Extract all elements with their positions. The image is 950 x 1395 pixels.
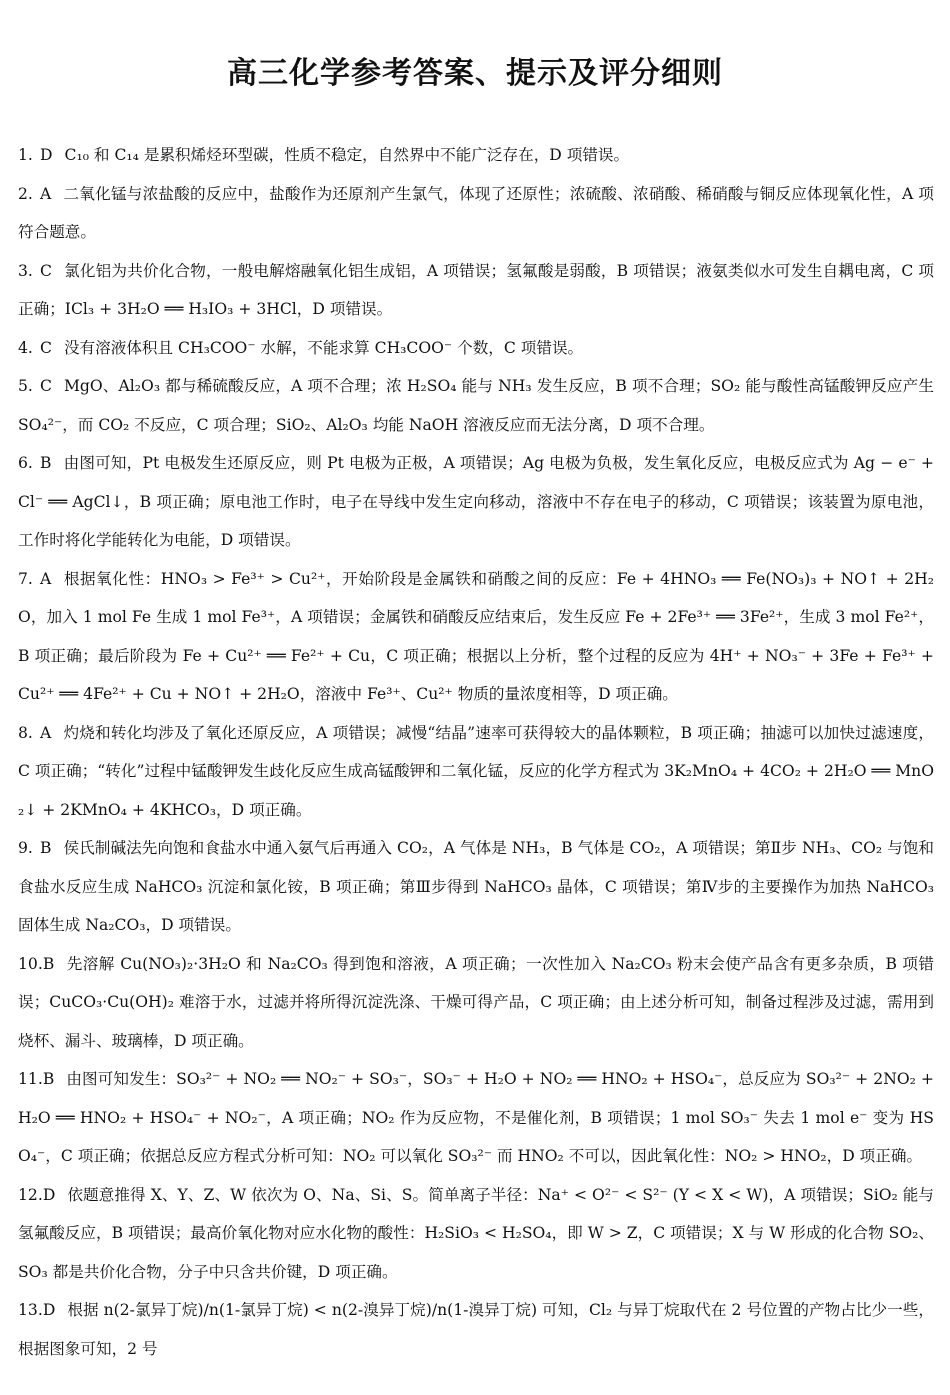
item-number: 5. [18,377,33,395]
item-explanation: 根据 n(2-氯异丁烷)/n(1-氯异丁烷) < n(2-溴异丁烷)/n(1-溴异丁烷) 可知，Cl₂ 与异丁烷取代在 2 号位置的产物占比少一些，根据图象可知，2 号 [18,1301,934,1358]
item-answer: B [40,839,52,857]
item-answer: A [40,569,52,588]
answer-item-9 [18,829,934,945]
answer-list [18,136,934,1368]
answer-item-6 [18,444,934,560]
item-explanation: C₁₀ 和 C₁₄ 是累积烯烃环型碳，性质不稳定，自然界中不能广泛存在，D 项错误。 [64,146,630,164]
item-answer: C [40,261,52,280]
answer-item-13 [18,1291,934,1368]
page-title: 高三化学参考答案、提示及评分细则 [227,56,723,91]
item-answer: C [40,338,52,357]
item-number: 4. [18,338,33,357]
item-number: 10. [18,954,43,973]
item-explanation: 由图可知发生：SO₃²⁻ + NO₂ ══ NO₂⁻ + SO₃⁻，SO₃⁻ + H₂O + NO₂ ══ HNO₂ + HSO₄⁻，总反应为 SO₃²⁻ + 2NO₂ + H₂O ══ HNO₂ + HSO₄⁻ + NO₂⁻，A 项正确；NO₂ 作为反应物，不是催化剂，B 项错误；1 mol SO₃⁻ 失去 1 mol e⁻ 变为 HSO₄⁻，C 项正确；依据总反应方程式分析可知：NO₂ 可以氧化 SO₃²⁻ 而 HNO₂ 不可以，因此氧化性：NO₂ > HNO₂，D 项正确。 [18,1070,934,1165]
item-explanation: 由图可知，Pt 电极发生还原反应，则 Pt 电极为正极，A 项错误；Ag 电极为负极，发生氧化反应，电极反应式为 Ag − e⁻ + Cl⁻ ══ AgCl↓，B 项正确；原电池工作时，电子在导线中发生定向移动，溶液中不存在电子的移动，C 项错误；该装置为原电池，工作时将化学能转化为电能，D 项错误。 [18,454,934,549]
item-answer: B [42,954,55,973]
answer-item-12 [18,1176,934,1292]
item-answer: D [42,1301,56,1319]
answer-item-3 [18,252,934,329]
item-explanation: 灼烧和转化均涉及了氧化还原反应，A 项错误；减慢“结晶”速率可获得较大的晶体颗粒，B 项正确；抽滤可以加快过滤速度，C 项正确；“转化”过程中锰酸钾发生歧化反应生成高锰酸钾和二氧化锰，反应的化学方程式为 3K₂MnO₄ + 4CO₂ + 2H₂O ══ MnO₂↓ + 2KMnO₄ + 4KHCO₃，D 项正确。 [18,723,934,819]
item-number: 13. [18,1301,43,1319]
answer-item-10 [18,945,934,1061]
item-explanation: 先溶解 Cu(NO₃)₂·3H₂O 和 Na₂CO₃ 得到饱和溶液，A 项正确；一次性加入 Na₂CO₃ 粉末会使产品含有更多杂质，B 项错误；CuCO₃·Cu(OH)₂ 难溶于水，过滤并将所得沉淀洗涤、干燥可得产品，C 项正确；由上述分析可知，制备过程涉及过滤，需用到烧杯、漏斗、玻璃棒，D 项正确。 [18,954,934,1050]
answer-item-2 [18,175,934,252]
item-explanation: 侯氏制碱法先向饱和食盐水中通入氨气后再通入 CO₂，A 气体是 NH₃，B 气体是 CO₂，A 项错误；第Ⅱ步 NH₃、CO₂ 与饱和食盐水反应生成 NaHCO₃ 沉淀和氯化铵，B 项正确；第Ⅲ步得到 NaHCO₃ 晶体，C 项错误；第Ⅳ步的主要操作为加热 NaHCO₃ 固体生成 Na₂CO₃，D 项错误。 [18,839,934,934]
item-answer: D [40,146,53,164]
item-number: 12. [18,1185,43,1204]
item-explanation: MgO、Al₂O₃ 都与稀硫酸反应，A 项不合理；浓 H₂SO₄ 能与 NH₃ 发生反应，B 项不合理；SO₂ 能与酸性高锰酸钾反应产生 SO₄²⁻，而 CO₂ 不反应，C 项合理；SiO₂、Al₂O₃ 均能 NaOH 溶液反应而无法分离，D 项不合理。 [18,377,934,434]
item-explanation: 依题意推得 X、Y、Z、W 依次为 O、Na、Si、S。简单离子半径：Na⁺ < O²⁻ < S²⁻ (Y < X < W)，A 项错误；SiO₂ 能与氢氟酸反应，B 项错误；最高价氧化物对应水化物的酸性：H₂SiO₃ < H₂SO₄，即 W > Z，C 项错误；X 与 W 形成的化合物 SO₂、SO₃ 都是共价化合物，分子中只含共价键，D 项正确。 [18,1185,934,1281]
item-explanation: 没有溶液体积且 CH₃COO⁻ 水解，不能求算 CH₃COO⁻ 个数，C 项错误。 [63,338,584,357]
item-number: 8. [18,723,33,742]
answer-item-11 [18,1060,934,1176]
item-number: 2. [18,184,33,203]
item-explanation: 二氧化锰与浓盐酸的反应中，盐酸作为还原剂产生氯气，体现了还原性；浓硫酸、浓硝酸、稀硝酸与铜反应体现氧化性，A 项符合题意。 [18,184,934,241]
answer-item-1 [18,136,934,175]
item-number: 7. [18,569,33,588]
item-answer: B [42,1070,55,1088]
item-answer: D [42,1185,56,1204]
answer-item-5 [18,367,934,444]
item-answer: C [40,377,52,395]
answer-item-4 [18,329,934,368]
answer-item-7 [18,560,934,714]
answer-item-8 [18,714,934,830]
item-number: 3. [18,261,33,280]
item-number: 11. [18,1070,43,1088]
item-answer: A [40,184,52,203]
item-explanation: 氯化铝为共价化合物，一般电解熔融氧化铝生成铝，A 项错误；氢氟酸是弱酸，B 项错误；液氨类似水可发生自耦电离，C 项正确；ICl₃ + 3H₂O ══ H₃IO₃ + 3HCl，D 项错误。 [18,261,934,318]
item-number: 1. [18,146,33,164]
item-answer: A [40,723,52,742]
item-explanation: 根据氧化性：HNO₃ > Fe³⁺ > Cu²⁺，开始阶段是金属铁和硝酸之间的反应：Fe + 4HNO₃ ══ Fe(NO₃)₃ + NO↑ + 2H₂O，加入 1 mol Fe 生成 1 mol Fe³⁺，A 项错误；金属铁和硝酸反应结束后，发生反应 Fe + 2Fe³⁺ ══ 3Fe²⁺，生成 3 mol Fe²⁺，B 项正确；最后阶段为 Fe + Cu²⁺ ══ Fe²⁺ + Cu，C 项正确；根据以上分析，整个过程的反应为 4H⁺ + NO₃⁻ + 3Fe + Fe³⁺ + Cu²⁺ ══ 4Fe²⁺ + Cu + NO↑ + 2H₂O，溶液中 Fe³⁺、Cu²⁺ 物质的量浓度相等，D 项正确。 [18,569,934,703]
item-number: 6. [18,454,33,472]
item-answer: B [40,454,52,472]
item-number: 9. [18,839,33,857]
